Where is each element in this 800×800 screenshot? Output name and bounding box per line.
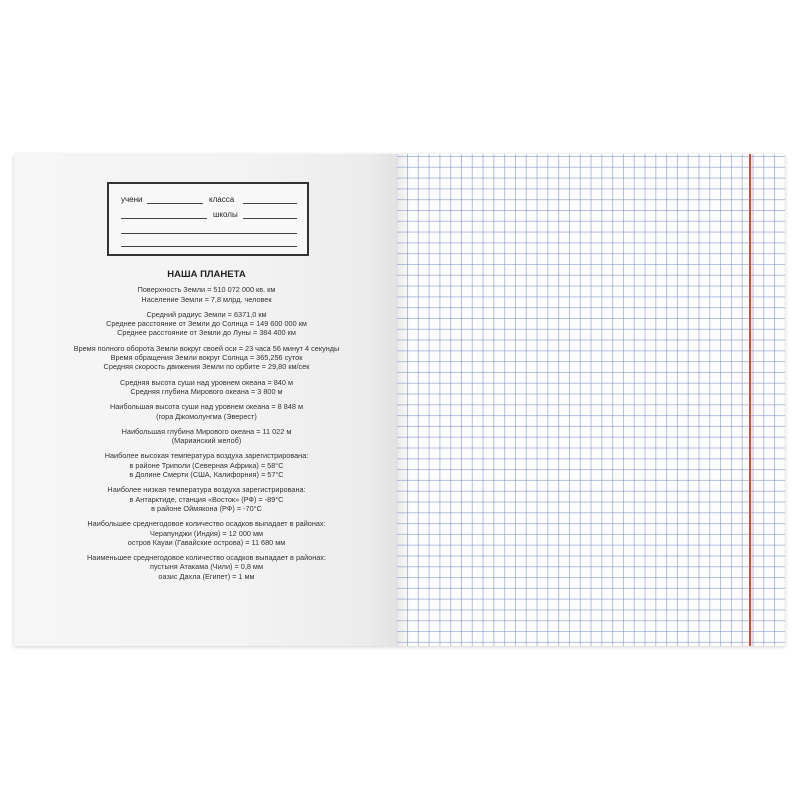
fact-line: Наибольшая глубина Мирового океана = 11 022 м [121, 426, 292, 436]
class-line [243, 203, 297, 204]
facts-group [54, 427, 359, 446]
facts-group [54, 519, 359, 547]
fact-line: Средняя скорость движения Земли по орбите = 29,80 км/сек [103, 362, 310, 372]
school-label: школы [213, 210, 238, 219]
facts-group [54, 402, 359, 421]
planet-facts [54, 270, 359, 581]
fact-line: (Марианский желоб) [171, 436, 242, 446]
fact-line: Среднее расстояние от Земли до Солнца = 149 600 000 км [106, 319, 307, 329]
facts-title: НАША ПЛАНЕТА [167, 269, 246, 280]
fact-line: Время полного оборота Земли вокруг своей оси = 23 часа 56 минут 4 секунды [73, 343, 340, 353]
fact-line: Наиболее высокая температура воздуха зарегистрирована: [104, 451, 309, 461]
notebook-cover-inside [14, 154, 397, 646]
fact-line: Средняя высота суши над уровнем океана = 840 м [120, 377, 293, 387]
facts-group [54, 553, 359, 581]
blank-line-2 [121, 246, 297, 247]
fact-line: Средний радиус Земли = 6371,0 км [146, 309, 267, 319]
fact-line: Население Земли = 7,8 млрд. человек [141, 294, 272, 304]
fact-line: Наибольшая высота суши над уровнем океана = 8 848 м [109, 402, 303, 412]
fact-line: Наиболее низкая температура воздуха зарегистрирована: [107, 485, 306, 495]
name-label-box [107, 182, 309, 256]
facts-group [54, 285, 359, 304]
facts-group [54, 485, 359, 513]
fact-line: Среднее расстояние от Земли до Луны = 384 400 км [117, 328, 296, 338]
fact-line: (гора Джомолунгма (Эверест) [156, 411, 257, 421]
fact-line: Поверхность Земли = 510 072 000 кв. км [137, 285, 276, 295]
fact-line: пустыня Атакама (Чили) = 0,8 мм [150, 562, 263, 572]
fact-line: остров Кауаи (Гавайские острова) = 11 680 мм [127, 537, 286, 547]
fact-line: в районе Триполи (Северная Африка) = 58°С [129, 460, 284, 470]
fact-line: Наибольшее среднегодовое количество осадков выпадает в районах: [87, 519, 326, 529]
fact-line: Время обращения Земли вокруг Солнца = 365,256 суток [110, 353, 303, 363]
facts-group [54, 344, 359, 372]
school-line [243, 218, 297, 219]
class-label: класса [209, 195, 235, 204]
margin-line [749, 154, 751, 646]
fact-line: Наименьшее среднегодовое количество осадков выпадает в районах: [87, 553, 326, 563]
student-line [147, 203, 203, 204]
facts-group [54, 310, 359, 338]
name-line [121, 218, 207, 219]
grid-page [397, 154, 785, 646]
fact-line: оазис Дахла (Египет) = 1 мм [158, 571, 255, 581]
fact-line: в районе Оймякона (РФ) = -70°С [151, 503, 262, 513]
student-label: учени [121, 195, 143, 204]
fact-line: в Антарктиде, станция «Восток» (РФ) = -89°С [129, 494, 284, 504]
facts-group [54, 451, 359, 479]
fact-line: Средняя глубина Мирового океана = 3 800 м [130, 386, 283, 396]
fact-line: Черапунджи (Индия) = 12 000 мм [149, 528, 264, 538]
notebook-spread [14, 154, 785, 646]
facts-group [54, 378, 359, 397]
fact-line: в Долине Смерти (США, Калифорния) = 57°С [129, 470, 284, 480]
blank-line-1 [121, 233, 297, 234]
